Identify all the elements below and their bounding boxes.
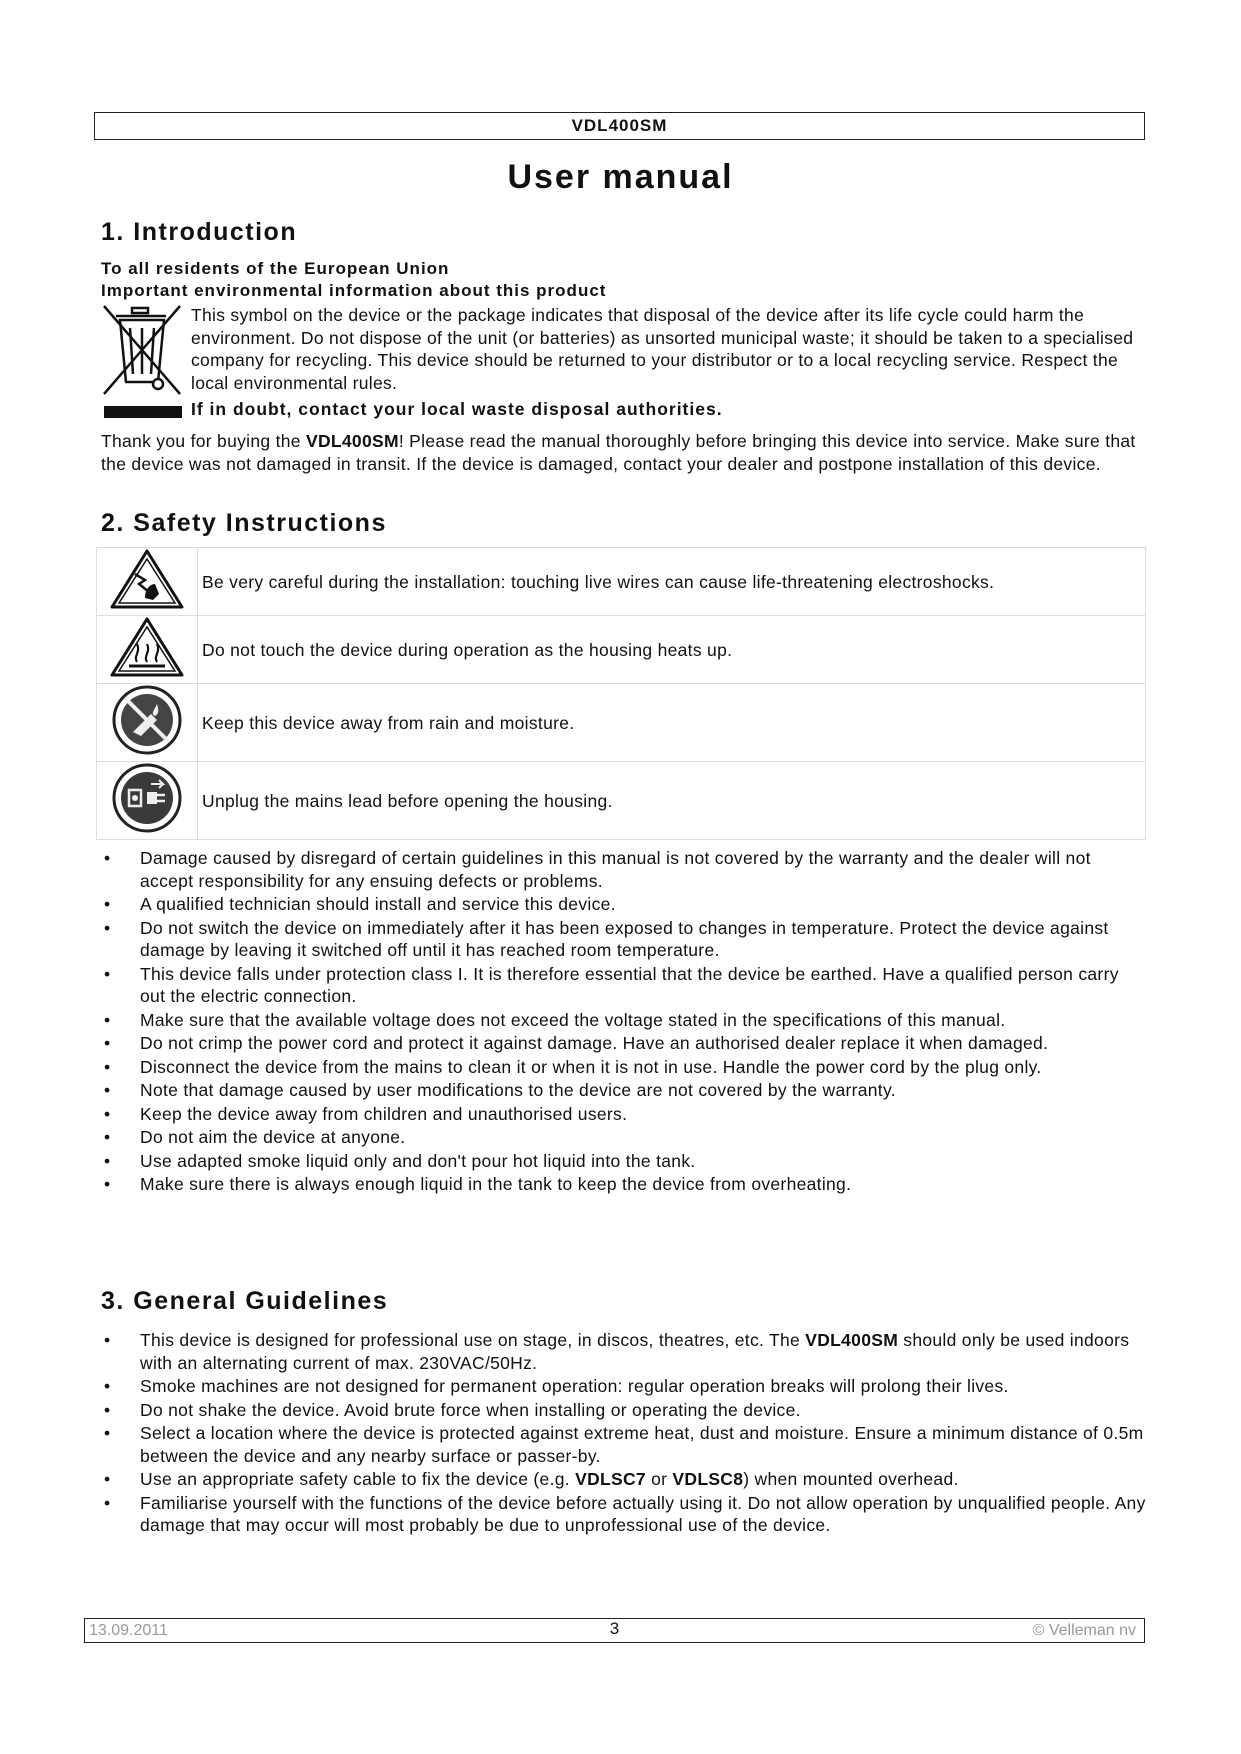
safety-bullet-item: • Do not aim the device at anyone. bbox=[96, 1126, 1146, 1149]
safety-bullet-item: • Keep the device away from children and unauthorised users. bbox=[96, 1103, 1146, 1126]
footer-page-number: 3 bbox=[609, 1619, 620, 1638]
safety-bullet-item: • Make sure there is always enough liquid in the tank to keep the device from overheating. bbox=[96, 1173, 1146, 1196]
intro-subheading-environment: Important environmental information about this product bbox=[101, 281, 607, 300]
safety-bullet-item: • Note that damage caused by user modifications to the device are not covered by the warranty. bbox=[96, 1079, 1146, 1102]
safety-text-hot-surface: Do not touch the device during operation as the housing heats up. bbox=[198, 616, 1146, 684]
guidelines-bullet-item: • Use an appropriate safety cable to fix the device (e.g. VDLSC7 or VDLSC8) when mounted overhead. bbox=[96, 1468, 1146, 1491]
page-title: User manual bbox=[507, 158, 734, 196]
safety-bullet-item: • Do not crimp the power cord and protect it against damage. Have an authorised dealer replace it when damaged. bbox=[96, 1032, 1146, 1055]
no-water-icon bbox=[111, 684, 183, 756]
footer-date: 13.09.2011 bbox=[89, 1622, 168, 1639]
page-footer bbox=[84, 1618, 1145, 1643]
footer-copyright: © Velleman nv bbox=[1032, 1622, 1136, 1639]
safety-bullet-list bbox=[96, 847, 1146, 1197]
safety-bullet-item: • Do not switch the device on immediately after it has been exposed to changes in temperature. Protect the device against damage by leaving it switched off until it has reached room temperature. bbox=[96, 917, 1146, 962]
intro-thanks-paragraph: Thank you for buying the VDL400SM! Please read the manual thoroughly before bringing this device into service. Make sure that the device was not damaged in transit. If the device is damaged, contact your dealer and postpone installation of this device. bbox=[101, 431, 1136, 474]
section-heading-introduction: 1. Introduction bbox=[101, 218, 298, 246]
weee-disposal-text: This symbol on the device or the package indicates that disposal of the device after its life cycle could harm the environment. Do not dispose of the unit (or batteries) as unsorted municipal waste; it should be taken to a specialised company for recycling. This device should be returned to your distributor or to a local recycling service. Respect the local environmental rules. bbox=[191, 305, 1134, 393]
safety-row-unplug bbox=[97, 762, 1146, 840]
safety-text-electroshock: Be very careful during the installation: touching live wires can cause life-threatening electroshocks. bbox=[198, 548, 1146, 616]
guidelines-bullet-item: • Familiarise yourself with the functions of the device before actually using it. Do not allow operation by unqualified people. Any damage that may occur will most probably be due to unprofessional use of the device. bbox=[96, 1492, 1146, 1537]
safety-cable-code: VDLSC8 bbox=[672, 1469, 744, 1489]
guidelines-bullet-list bbox=[96, 1329, 1146, 1538]
weee-contact-authorities-text: If in doubt, contact your local waste disposal authorities. bbox=[191, 399, 723, 419]
hot-surface-warning-icon bbox=[109, 616, 185, 678]
safety-cable-code: VDLSC7 bbox=[575, 1469, 646, 1489]
guidelines-bullet-item: • This device is designed for professional use on stage, in discos, theatres, etc. The VDL400SM should only be used indoors with an alternating current of max. 230VAC/50Hz. bbox=[96, 1329, 1146, 1374]
product-model-name: VDL400SM bbox=[305, 431, 399, 451]
guidelines-bullet-item: • Do not shake the device. Avoid brute force when installing or operating the device. bbox=[96, 1399, 1146, 1422]
safety-warnings-table bbox=[96, 547, 1146, 840]
section-heading-general-guidelines: 3. General Guidelines bbox=[101, 1287, 389, 1315]
guidelines-bullet-item: • Smoke machines are not designed for permanent operation: regular operation breaks will prolong their lives. bbox=[96, 1375, 1146, 1398]
safety-bullet-item: • This device falls under protection class I. It is therefore essential that the device be earthed. Have a qualified person carry out the electric connection. bbox=[96, 963, 1146, 1008]
safety-bullet-item: • Make sure that the available voltage does not exceed the voltage stated in the specifications of this manual. bbox=[96, 1009, 1146, 1032]
crossed-out-wheelie-bin-icon bbox=[100, 302, 186, 422]
safety-text-moisture: Keep this device away from rain and moisture. bbox=[198, 684, 1146, 762]
safety-bullet-item: • Disconnect the device from the mains to clean it or when it is not in use. Handle the power cord by the plug only. bbox=[96, 1056, 1146, 1079]
safety-row-electroshock bbox=[97, 548, 1146, 616]
safety-row-hot-surface bbox=[97, 616, 1146, 684]
safety-bullet-item: • A qualified technician should install and service this device. bbox=[96, 893, 1146, 916]
guidelines-bullet-item: • Select a location where the device is protected against extreme heat, dust and moisture. Ensure a minimum distance of 0.5m between the device and any nearby surface or passer-by. bbox=[96, 1422, 1146, 1467]
electric-shock-warning-icon bbox=[109, 548, 185, 610]
document-header-model: VDL400SM bbox=[94, 112, 1145, 140]
safety-bullet-item: • Use adapted smoke liquid only and don't pour hot liquid into the tank. bbox=[96, 1150, 1146, 1173]
unplug-icon bbox=[111, 762, 183, 834]
intro-subheading-eu: To all residents of the European Union bbox=[101, 259, 450, 278]
safety-row-moisture bbox=[97, 684, 1146, 762]
product-model-name: VDL400SM bbox=[805, 1330, 899, 1350]
section-heading-safety: 2. Safety Instructions bbox=[101, 509, 387, 537]
safety-text-unplug: Unplug the mains lead before opening the housing. bbox=[198, 762, 1146, 840]
safety-bullet-item: • Damage caused by disregard of certain guidelines in this manual is not covered by the warranty and the dealer will not accept responsibility for any ensuing defects or problems. bbox=[96, 847, 1146, 892]
